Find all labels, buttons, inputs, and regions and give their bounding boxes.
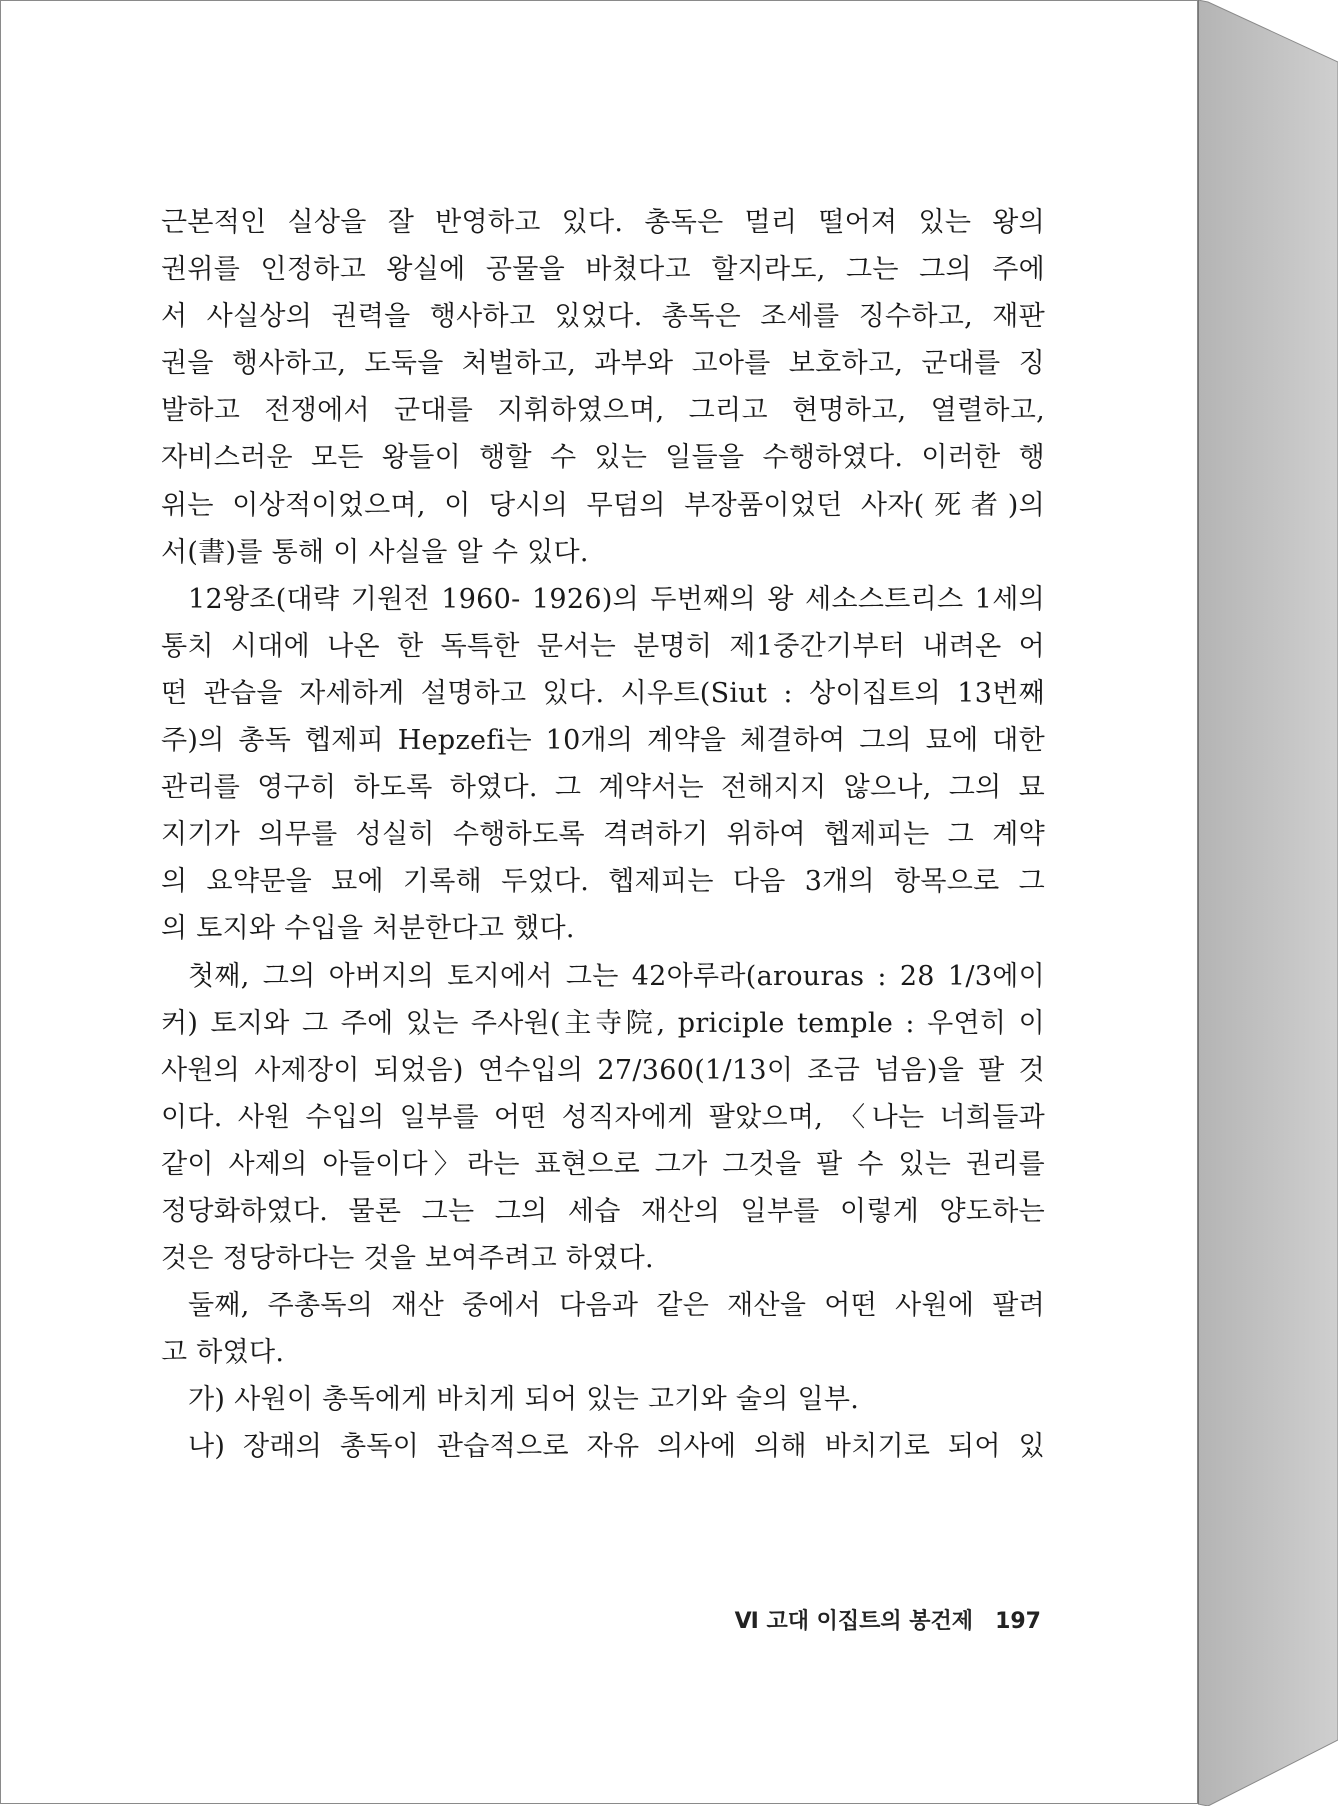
text-line: 이다. 사원 수입의 일부를 어떤 성직자에게 팔았으며, 〈나는 너희들과 [161, 1101, 1045, 1133]
text-line: 의 토지와 수입을 처분한다고 했다. [161, 913, 575, 945]
page-footer [735, 1604, 1041, 1635]
text-line: 고 하였다. [161, 1337, 285, 1369]
text-line: 의 요약문을 묘에 기록해 두었다. 헵제피는 다음 3개의 항목으로 그 [161, 866, 1045, 898]
text-line: 권위를 인정하고 왕실에 공물을 바쳤다고 할지라도, 그는 그의 주에 [161, 254, 1045, 286]
text-line: 사원의 사제장이 되었음) 연수입의 27/360(1/13이 조금 넘음)을 팔 것 [161, 1054, 1045, 1086]
chapter-title: Ⅵ 고대 이집트의 봉건제 [734, 1609, 974, 1634]
page-number: 197 [995, 1609, 1041, 1634]
text-line: 가) 사원이 총독에게 바치게 되어 있는 고기와 술의 일부. [188, 1384, 860, 1416]
text-line: 발하고 전쟁에서 군대를 지휘하였으며, 그리고 현명하고, 열렬하고, [161, 395, 1045, 427]
text-line: 서(書)를 통해 이 사실을 알 수 있다. [161, 536, 589, 568]
text-line: 첫째, 그의 아버지의 토지에서 그는 42아루라(arouras : 28 1/3에이 [188, 960, 1045, 992]
text-line: 둘째, 주총독의 재산 중에서 다음과 같은 재산을 어떤 사원에 팔려 [188, 1290, 1045, 1322]
text-line: 떤 관습을 자세하게 설명하고 있다. 시우트(Siut : 상이집트의 13번째 [161, 677, 1045, 709]
text-line: 정당화하였다. 물론 그는 그의 세습 재산의 일부를 이렇게 양도하는 [161, 1195, 1045, 1227]
text-line: 12왕조(대략 기원전 1960- 1926)의 두번째의 왕 세소스트리스 1세의 [188, 583, 1045, 615]
text-line: 위는 이상적이었으며, 이 당시의 무덤의 부장품이었던 사자(死者)의 [161, 489, 1045, 521]
body-text [161, 199, 1045, 1471]
text-line: 같이 사제의 아들이다〉라는 표현으로 그가 그것을 팔 수 있는 권리를 [161, 1148, 1045, 1180]
text-line: 나) 장래의 총독이 관습적으로 자유 의사에 의해 바치기로 되어 있 [188, 1431, 1045, 1463]
text-line: 지기가 의무를 성실히 수행하도록 격려하기 위하여 헵제피는 그 계약 [161, 819, 1045, 851]
text-line: 권을 행사하고, 도둑을 처벌하고, 과부와 고아를 보호하고, 군대를 징 [161, 348, 1045, 380]
text-line: 서 사실상의 권력을 행사하고 있었다. 총독은 조세를 징수하고, 재판 [161, 301, 1045, 333]
text-line: 커) 토지와 그 주에 있는 주사원(主寺院, priciple temple : 우연히 이 [161, 1007, 1045, 1039]
text-line: 관리를 영구히 하도록 하였다. 그 계약서는 전해지지 않으나, 그의 묘 [161, 772, 1045, 804]
text-line: 통치 시대에 나온 한 독특한 문서는 분명히 제1중간기부터 내려온 어 [161, 630, 1045, 662]
text-line: 자비스러운 모든 왕들이 행할 수 있는 일들을 수행하였다. 이러한 행 [161, 442, 1045, 474]
text-line: 주)의 총독 헵제피 Hepzefi는 10개의 계약을 체결하여 그의 묘에 대한 [161, 725, 1045, 757]
text-line: 것은 정당하다는 것을 보여주려고 하였다. [161, 1243, 654, 1275]
text-line: 근본적인 실상을 잘 반영하고 있다. 총독은 멀리 떨어져 있는 왕의 [161, 207, 1045, 238]
book-side-edge [1198, 0, 1338, 1806]
